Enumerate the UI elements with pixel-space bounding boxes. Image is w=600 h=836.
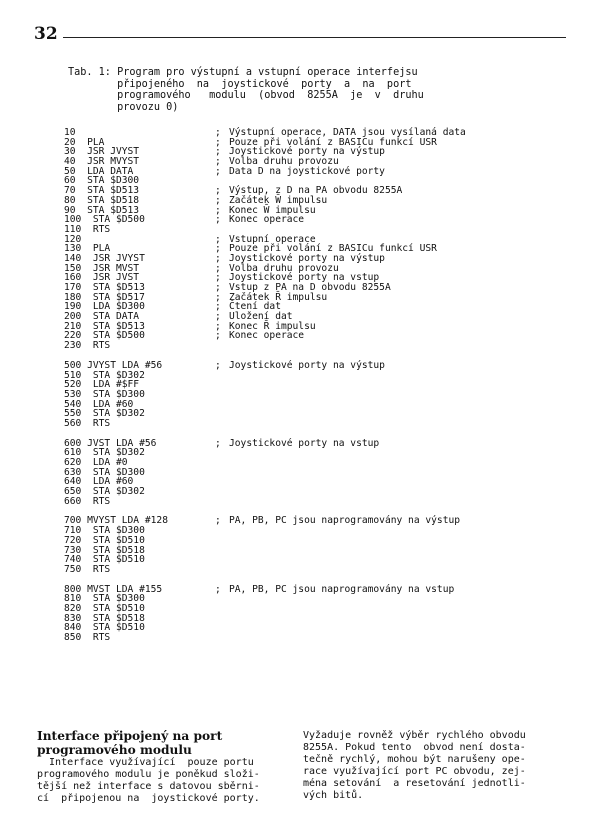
- code-line: [64, 419, 466, 429]
- text-line: 8255A. Pokud tento obvod není dosta-: [303, 742, 526, 753]
- code-statement: 720 STA $D510: [64, 534, 145, 546]
- comment-marker: ;: [215, 291, 221, 303]
- code-line: [64, 555, 466, 565]
- code-comment: PA, PB, PC jsou naprogramovány na vstup: [229, 583, 455, 595]
- code-statement: 180 STA $D517: [64, 291, 145, 303]
- code-comment: Čtení dat: [229, 301, 281, 313]
- comment-marker: ;: [215, 301, 221, 313]
- code-comment: Konec W̄ impulsu: [229, 204, 316, 216]
- code-comment: PA, PB, PC jsou naprogramovány na výstup: [229, 515, 461, 527]
- code-statement: 820 STA $D510: [64, 602, 145, 614]
- code-statement: 710 STA $D300: [64, 525, 145, 537]
- comment-marker: ;: [215, 194, 221, 206]
- text-line: Interface využívající pouze portu: [37, 757, 254, 769]
- comment-marker: ;: [215, 204, 221, 216]
- code-statement: 600 JVST LDA #56: [64, 437, 157, 449]
- comment-marker: ;: [215, 243, 221, 255]
- code-comment: Vstup z PA na D obvodu 8255A: [229, 282, 391, 293]
- text-line: programového modulu je poněkud složi-: [37, 769, 260, 781]
- code-statement: 80 STA $D518: [64, 194, 140, 206]
- code-statement: 620 LDA #0: [64, 457, 128, 468]
- text-line: race využívající port PC obvodu, zej-: [303, 766, 526, 777]
- code-comment: Uložení dat: [229, 311, 293, 323]
- comment-marker: [215, 380, 229, 390]
- comment-marker: ;: [215, 330, 221, 342]
- code-statement: 50 LDA DATA: [64, 165, 134, 177]
- comment-marker: ;: [215, 146, 221, 158]
- comment-marker: ;: [215, 311, 221, 323]
- code-comment: Začátek W̄ impulsu: [229, 194, 328, 206]
- comment-marker: ;: [215, 156, 221, 168]
- code-statement: 800 MVST LDA #155: [64, 583, 163, 595]
- code-line: [64, 341, 466, 351]
- comment-marker: ;: [215, 233, 221, 245]
- code-comment: Začátek R̄ impulsu: [229, 291, 328, 303]
- comment-marker: ;: [215, 583, 221, 595]
- code-statement: 40 JSR MVYST: [64, 156, 140, 168]
- code-statement: 550 STA $D302: [64, 408, 145, 420]
- code-statement: 10: [64, 127, 76, 138]
- left-paragraph: [37, 757, 292, 805]
- comment-marker: [215, 565, 229, 575]
- comment-marker: ;: [215, 437, 221, 449]
- code-comment: Výstup, z D na PA obvodu 8255A: [229, 185, 403, 197]
- code-listing: [64, 128, 466, 653]
- comment-marker: ;: [215, 136, 221, 148]
- code-comment: Vstupní operace: [229, 233, 316, 245]
- code-comment: Data D na joystickové porty: [229, 165, 385, 177]
- listing-block: [64, 361, 466, 429]
- table-caption: Tab. 1: Program pro výstupní a vstupní operace interfejsu připojeného na joystickové porty a na port programového modulu (obvod 8255A je v druhu provozu 0): [68, 67, 424, 113]
- comment-marker: ;: [215, 252, 221, 264]
- code-statement: 90 STA $D513: [64, 204, 140, 216]
- code-statement: 740 STA $D510: [64, 554, 145, 566]
- comment-marker: [215, 458, 229, 468]
- code-statement: 30 JSR JVYST: [64, 146, 140, 158]
- code-statement: 630 STA $D300: [64, 466, 145, 478]
- comment-marker: ;: [215, 282, 221, 293]
- comment-marker: ;: [215, 272, 221, 284]
- comment-marker: ;: [215, 515, 221, 527]
- text-column-right: [303, 730, 561, 802]
- code-line: [64, 623, 466, 633]
- code-statement: 840 STA $D510: [64, 622, 145, 634]
- comment-marker: [215, 614, 229, 624]
- code-comment: Volba druhu provozu: [229, 262, 339, 274]
- listing-block: [64, 128, 466, 351]
- code-statement: 560 RTS: [64, 417, 111, 429]
- comment-marker: [215, 341, 229, 351]
- comment-marker: [215, 604, 229, 614]
- code-statement: 850 RTS: [64, 632, 111, 643]
- comment-marker: ;: [215, 127, 221, 138]
- comment-marker: ;: [215, 359, 221, 371]
- code-statement: 220 STA $D500: [64, 330, 145, 342]
- code-statement: 170 STA $D513: [64, 282, 145, 293]
- comment-marker: [215, 594, 229, 604]
- code-statement: 210 STA $D513: [64, 320, 145, 332]
- code-statement: 140 JSR JVYST: [64, 252, 145, 264]
- code-statement: 130 PLA: [64, 243, 111, 255]
- comment-marker: [215, 477, 229, 487]
- text-line: tečně rychlý, mohou být narušeny ope-: [303, 754, 526, 765]
- code-statement: 830 STA $D518: [64, 612, 145, 624]
- code-comment: Joystickové porty na výstup: [229, 146, 385, 158]
- header-rule: [63, 37, 566, 38]
- code-statement: 60 STA $D300: [64, 175, 140, 187]
- comment-marker: [215, 497, 229, 507]
- code-statement: 640 LDA #60: [64, 476, 134, 488]
- code-statement: 120: [64, 233, 82, 245]
- code-comment: Pouze při volání z BASICu funkcí USR: [229, 136, 437, 148]
- comment-marker: ;: [215, 214, 221, 226]
- code-comment: Konec R̄ impulsu: [229, 320, 316, 332]
- comment-marker: [215, 623, 229, 633]
- listing-block: [64, 585, 466, 643]
- code-comment: Konec operace: [229, 214, 305, 226]
- code-statement: 510 STA $D302: [64, 369, 145, 381]
- comment-marker: [215, 536, 229, 546]
- comment-marker: [215, 468, 229, 478]
- section-title: [37, 730, 292, 757]
- text-line: tější než interface s datovou sběrni-: [37, 781, 260, 793]
- code-line: [64, 215, 466, 225]
- code-comment: Výstupní operace, DATA jsou vysílaná data: [229, 127, 466, 138]
- code-statement: 70 STA $D513: [64, 185, 140, 197]
- comment-marker: [215, 546, 229, 556]
- code-comment: Joystickové porty na vstup: [229, 437, 380, 449]
- comment-marker: [215, 419, 229, 429]
- text-line: vých bitů.: [303, 790, 364, 801]
- code-statement: 700 MVYST LDA #128: [64, 515, 168, 527]
- code-line: [64, 409, 466, 419]
- code-comment: Joystickové porty na výstup: [229, 252, 385, 264]
- code-comment: Joystickové porty na výstup: [229, 359, 385, 371]
- comment-marker: ;: [215, 320, 221, 332]
- comment-marker: [215, 487, 229, 497]
- comment-marker: [215, 526, 229, 536]
- text-column-left: [37, 730, 292, 805]
- comment-marker: ;: [215, 165, 221, 177]
- code-comment: Konec operace: [229, 330, 305, 342]
- listing-block: [64, 516, 466, 574]
- code-line: [64, 487, 466, 497]
- code-line: [64, 565, 466, 575]
- code-statement: 100 STA $D500: [64, 214, 145, 226]
- page-number: 32: [34, 24, 58, 44]
- text-line: ména setování a resetování jednotli-: [303, 778, 526, 789]
- code-comment: Volba druhu provozu: [229, 156, 339, 168]
- code-statement: 160 JSR JVST: [64, 272, 140, 284]
- comment-marker: ;: [215, 262, 221, 274]
- code-comment: Pouze při volání z BASICu funkcí USR: [229, 243, 437, 255]
- code-statement: 750 RTS: [64, 563, 111, 575]
- code-statement: 730 STA $D518: [64, 544, 145, 556]
- code-statement: 650 STA $D302: [64, 486, 145, 498]
- code-statement: 500 JVYST LDA #56: [64, 359, 163, 371]
- comment-marker: [215, 390, 229, 400]
- text-line: Vyžaduje rovněž výběr rychlého obvodu: [303, 730, 526, 741]
- right-paragraph: [303, 730, 561, 802]
- text-line: cí připojenou na joystickové porty.: [37, 793, 260, 805]
- section-title-line-2: programového modulu: [37, 742, 192, 757]
- code-statement: 530 STA $D300: [64, 388, 145, 400]
- comment-marker: ;: [215, 185, 221, 197]
- comment-marker: [215, 448, 229, 458]
- code-comment: Joystickové porty na vstup: [229, 272, 380, 284]
- code-statement: 520 LDA #$FF: [64, 379, 140, 391]
- comment-marker: [215, 409, 229, 419]
- code-statement: 150 JSR MVST: [64, 262, 140, 274]
- code-statement: 200 STA DATA: [64, 311, 140, 323]
- code-statement: 230 RTS: [64, 340, 111, 352]
- listing-block: [64, 439, 466, 507]
- comment-marker: [215, 400, 229, 410]
- code-statement: 540 LDA #60: [64, 398, 134, 410]
- comment-marker: [215, 371, 229, 381]
- code-statement: 660 RTS: [64, 495, 111, 507]
- comment-marker: [215, 633, 229, 643]
- section-title-line-1: Interface připojený na port: [37, 729, 223, 743]
- code-statement: 190 LDA $D300: [64, 301, 145, 313]
- code-line: [64, 633, 466, 643]
- code-line: [64, 497, 466, 507]
- code-statement: 610 STA $D302: [64, 447, 145, 459]
- code-statement: 110 RTS: [64, 223, 111, 235]
- code-statement: 20 PLA: [64, 136, 105, 148]
- code-line: [64, 331, 466, 341]
- comment-marker: [215, 555, 229, 565]
- code-statement: 810 STA $D300: [64, 593, 145, 605]
